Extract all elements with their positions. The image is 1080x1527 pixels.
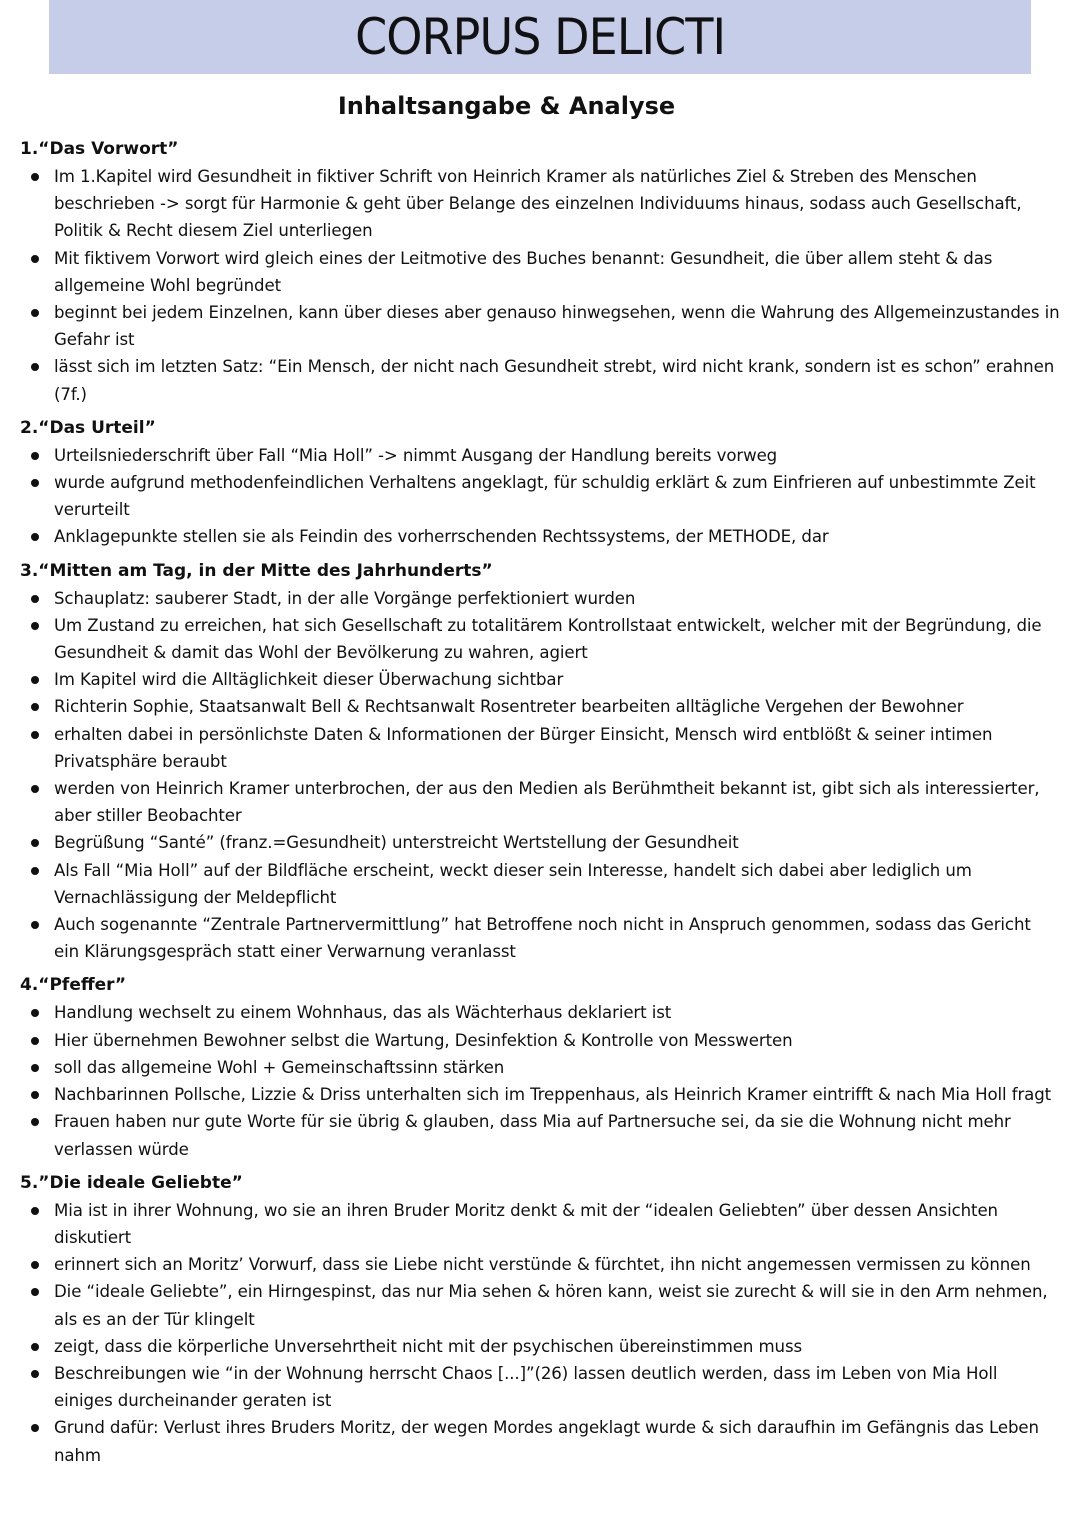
chapter-section — [20, 136, 1060, 408]
bullet-item: Im 1.Kapitel wird Gesundheit in fiktiver Schrift von Heinrich Kramer als natürliches Ziel & Streben des Menschen beschrieben -> sorgt für Harmonie & geht über Belange des einzelnen Individuums hinaus, sodass auch Gesellschaft, Politik & Recht diesem Ziel unterliegen — [20, 163, 1060, 245]
bullet-item: erhalten dabei in persönlichste Daten & Informationen der Bürger Einsicht, Mensch wird entblößt & seiner intimen Privatsphäre beraubt — [20, 721, 1060, 775]
bullet-item: Mit fiktivem Vorwort wird gleich eines der Leitmotive des Buches benannt: Gesundheit, die über allem steht & das allgemeine Wohl begründet — [20, 245, 1060, 299]
chapter-heading: 1.“Das Vorwort” — [20, 139, 179, 159]
bullet-item: Mia ist in ihrer Wohnung, wo sie an ihren Bruder Moritz denkt & mit der “idealen Geliebten” über dessen Ansichten diskutiert — [20, 1197, 1060, 1251]
chapter-heading: 4.“Pfeffer” — [20, 975, 127, 996]
page-title: CORPUS DELICTI — [354, 8, 726, 66]
bullet-item: Die “ideale Geliebte”, ein Hirngespinst, das nur Mia sehen & hören kann, weist sie zurecht & will sie in den Arm nehmen, als es an der Tür klingelt — [20, 1278, 1060, 1332]
bullet-item: wurde aufgrund methodenfeindlichen Verhaltens angeklagt, für schuldig erklärt & zum Einfrieren auf unbestimmte Zeit verurteilt — [20, 469, 1060, 523]
page-subtitle: Inhaltsangabe & Analyse — [337, 92, 676, 120]
bullet-item: beginnt bei jedem Einzelnen, kann über dieses aber genauso hinwegsehen, wenn die Wahrung des Allgemeinzustandes in Gefahr ist — [20, 299, 1060, 353]
bullet-item: lässt sich im letzten Satz: “Ein Mensch, der nicht nach Gesundheit strebt, wird nicht krank, sondern ist es schon” erahnen (7f.) — [20, 353, 1060, 407]
bullet-item: werden von Heinrich Kramer unterbrochen, der aus den Medien als Berühmtheit bekannt ist, gibt sich als interessierter, aber stiller Beobachter — [20, 775, 1060, 829]
bullet-item: Beschreibungen wie “in der Wohnung herrscht Chaos [...]”(26) lassen deutlich werden, dass im Leben von Mia Holl einiges durcheinander geraten ist — [20, 1360, 1060, 1414]
chapter-section — [20, 415, 1060, 551]
bullet-item: Urteilsniederschrift über Fall “Mia Holl” -> nimmt Ausgang der Handlung bereits vorweg — [20, 442, 1060, 469]
bullet-item: Frauen haben nur gute Worte für sie übrig & glauben, dass Mia auf Partnersuche sei, da sie die Wohnung nicht mehr verlassen würde — [20, 1108, 1060, 1162]
bullet-item: Als Fall “Mia Holl” auf der Bildfläche erscheint, weckt dieser sein Interesse, handelt sich dabei aber lediglich um Vernachlässigung der Meldepflicht — [20, 857, 1060, 911]
bullet-item: Nachbarinnen Pollsche, Lizzie & Driss unterhalten sich im Treppenhaus, als Heinrich Kramer eintrifft & nach Mia Holl fragt — [20, 1081, 1060, 1108]
chapter-section — [20, 972, 1060, 1162]
bullet-item: Grund dafür: Verlust ihres Bruders Moritz, der wegen Mordes angeklagt wurde & sich daraufhin im Gefängnis das Leben nahm — [20, 1414, 1060, 1468]
bullet-list — [20, 585, 1060, 966]
bullet-item: Schauplatz: sauberer Stadt, in der alle Vorgänge perfektioniert wurden — [20, 585, 1060, 612]
bullet-item: Handlung wechselt zu einem Wohnhaus, das als Wächterhaus deklariert ist — [20, 999, 1060, 1026]
bullet-item: Anklagepunkte stellen sie als Feindin des vorherrschenden Rechtssystems, der METHODE, dar — [20, 523, 1060, 550]
bullet-item: Begrüßung “Santé” (franz.=Gesundheit) unterstreicht Wertstellung der Gesundheit — [20, 829, 1060, 856]
chapter-heading: 3.“Mitten am Tag, in der Mitte des Jahrhunderts” — [20, 560, 493, 581]
bullet-item: Im Kapitel wird die Alltäglichkeit dieser Überwachung sichtbar — [20, 666, 1060, 693]
bullet-item: Um Zustand zu erreichen, hat sich Gesellschaft zu totalitärem Kontrollstaat entwickelt, welcher mit der Begründung, die Gesundheit & damit das Wohl der Bevölkerung zu wahren, agiert — [20, 612, 1060, 666]
bullet-item: erinnert sich an Moritz’ Vorwurf, dass sie Liebe nicht verstünde & fürchtet, ihn nicht angemessen vermissen zu können — [20, 1251, 1060, 1278]
title-banner — [49, 0, 1031, 74]
bullet-list — [20, 442, 1060, 551]
chapter-section — [20, 1170, 1060, 1469]
bullet-item: Hier übernehmen Bewohner selbst die Wartung, Desinfektion & Kontrolle von Messwerten — [20, 1027, 1060, 1054]
bullet-item: zeigt, dass die körperliche Unversehrtheit nicht mit der psychischen übereinstimmen muss — [20, 1333, 1060, 1360]
chapter-heading: 5.”Die ideale Geliebte” — [20, 1172, 243, 1193]
chapter-heading: 2.“Das Urteil” — [20, 417, 156, 438]
bullet-list — [20, 1197, 1060, 1469]
document-body — [20, 136, 1060, 1476]
bullet-list — [20, 999, 1060, 1162]
bullet-item: Richterin Sophie, Staatsanwalt Bell & Rechtsanwalt Rosentreter bearbeiten alltägliche Vergehen der Bewohner — [20, 693, 1060, 720]
chapter-section — [20, 558, 1060, 966]
bullet-item: Auch sogenannte “Zentrale Partnervermittlung” hat Betroffene noch nicht in Anspruch genommen, sodass das Gericht ein Klärungsgespräch statt einer Verwarnung veranlasst — [20, 911, 1060, 965]
bullet-list — [20, 163, 1060, 408]
bullet-item: soll das allgemeine Wohl + Gemeinschaftssinn stärken — [20, 1054, 1060, 1081]
